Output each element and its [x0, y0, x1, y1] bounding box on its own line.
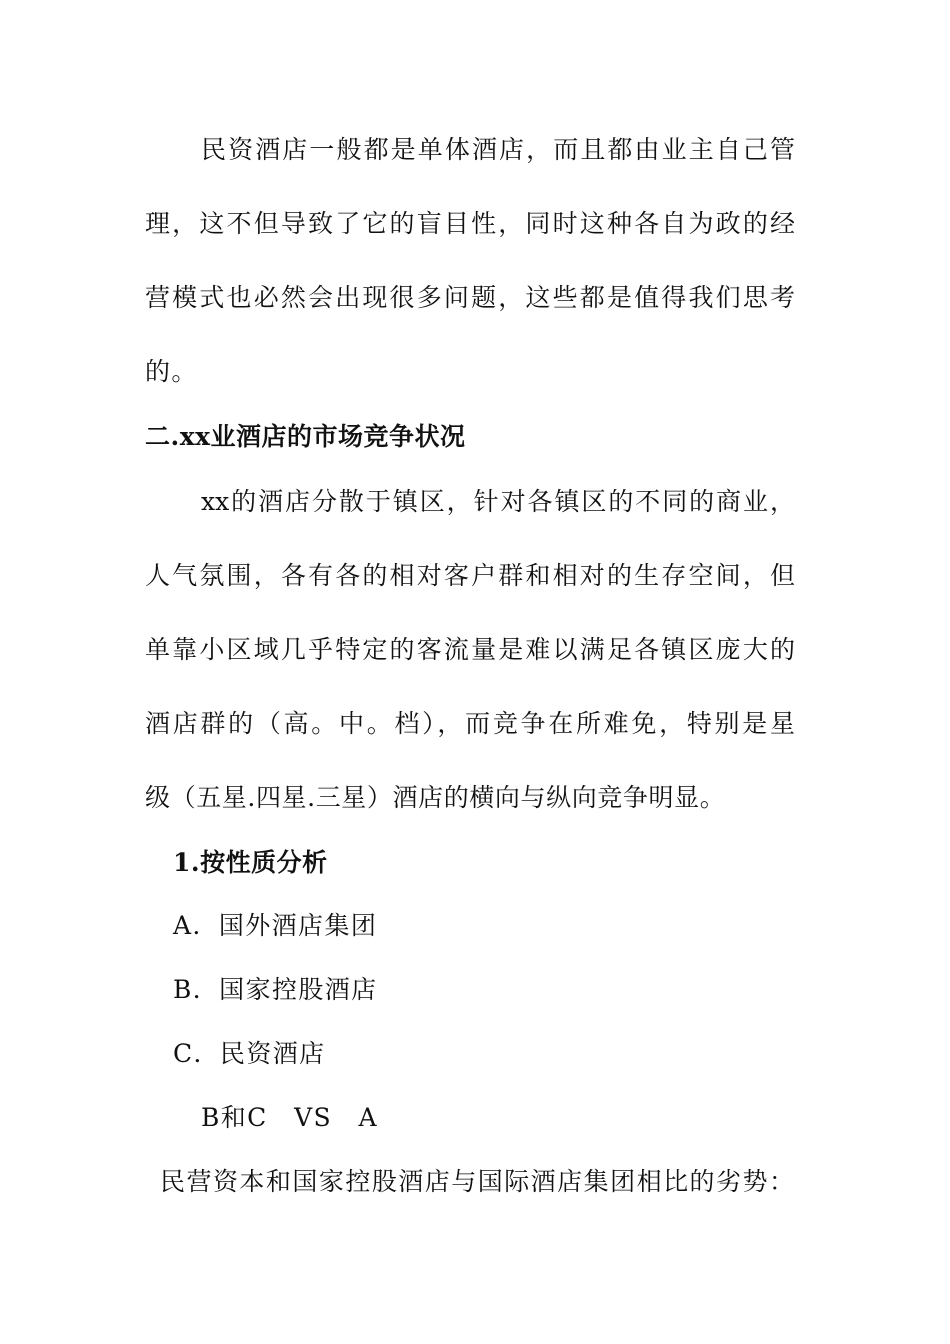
paragraph2-line4: 酒店群的（高。中。档），而竞争在所难免，特别是星: [145, 709, 795, 738]
paragraph1-line3: 营模式也必然会出现很多问题，这些都是值得我们思考: [145, 283, 795, 312]
paragraph2-line3: 单靠小区域几乎特定的客流量是难以满足各镇区庞大的: [145, 635, 795, 664]
paragraph1-line4: 的。: [145, 357, 198, 386]
paragraph2-line1: xx的酒店分散于镇区，针对各镇区的不同的商业，: [201, 487, 795, 516]
paragraph2-line5: 级（五星.四星.三星）酒店的横向与纵向竞争明显。: [145, 783, 726, 812]
section-heading: 二.xx业酒店的市场竞争状况: [145, 422, 466, 451]
closing-line: 民营资本和国家控股酒店与国际酒店集团相比的劣势：: [160, 1167, 794, 1196]
comparison-line: B和C VS A: [201, 1103, 378, 1132]
list-item: A．国外酒店集团: [173, 911, 378, 940]
paragraph1-line2: 理，这不但导致了它的盲目性，同时这种各自为政的经: [145, 209, 795, 238]
paragraph1-line1: 民资酒店一般都是单体酒店，而且都由业主自己管: [201, 135, 795, 164]
paragraph2-line2: 人气氛围，各有各的相对客户群和相对的生存空间，但: [145, 561, 795, 590]
list-item: B．国家控股酒店: [173, 975, 378, 1004]
list-item: C．民资酒店: [173, 1039, 326, 1068]
subheading: 1.按性质分析: [173, 848, 328, 877]
